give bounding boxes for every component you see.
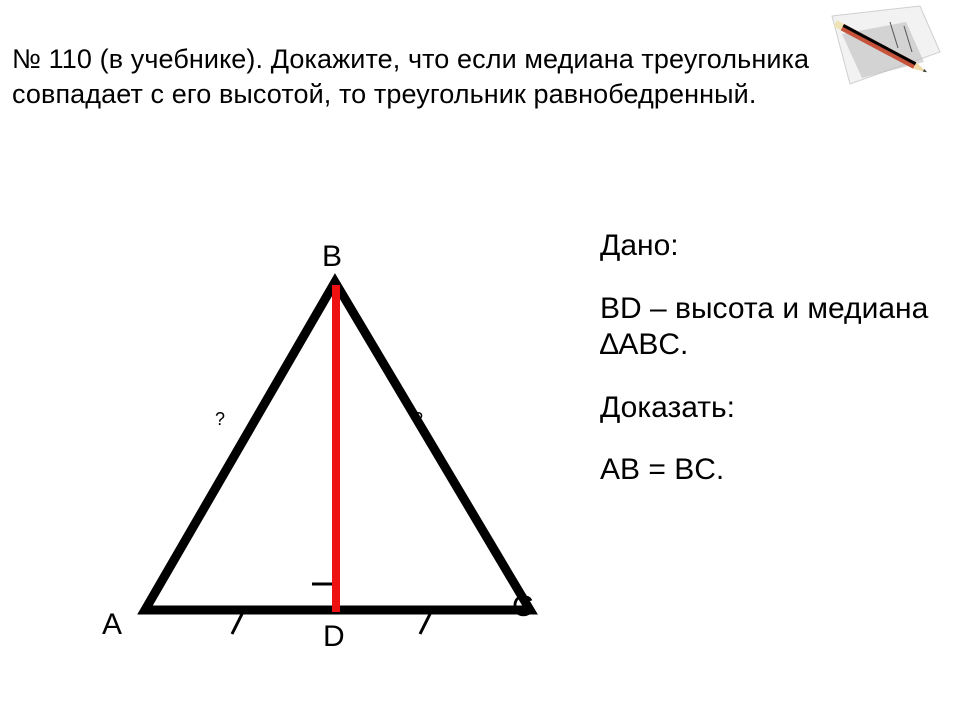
angle-mark-a: ?	[215, 409, 226, 429]
problem-statement: № 110 (в учебнике). Докажите, что если медиана треугольника совпадает с его высотой, то треугольник равнобедренный.	[12, 44, 810, 110]
given-text: BD – высота и медиана ∆ABC.	[600, 291, 929, 362]
vertex-label-c: C	[512, 590, 534, 623]
prove-title-block	[600, 390, 950, 427]
vertex-label-a: A	[102, 608, 123, 641]
given-text-block	[600, 291, 950, 364]
prove-title: Доказать:	[600, 390, 735, 424]
pencil-notepad-icon	[820, 4, 950, 94]
triangle-figure	[60, 210, 580, 680]
angle-mark-c: ?	[413, 409, 424, 429]
given-title: Дано:	[600, 229, 679, 262]
vertex-label-b: B	[322, 240, 343, 273]
prove-text-block	[600, 452, 950, 489]
prove-text: AB = BC.	[600, 453, 725, 487]
given-prove-panel	[600, 228, 950, 489]
given-title-block	[600, 228, 950, 265]
vertex-label-d: D	[323, 620, 345, 653]
